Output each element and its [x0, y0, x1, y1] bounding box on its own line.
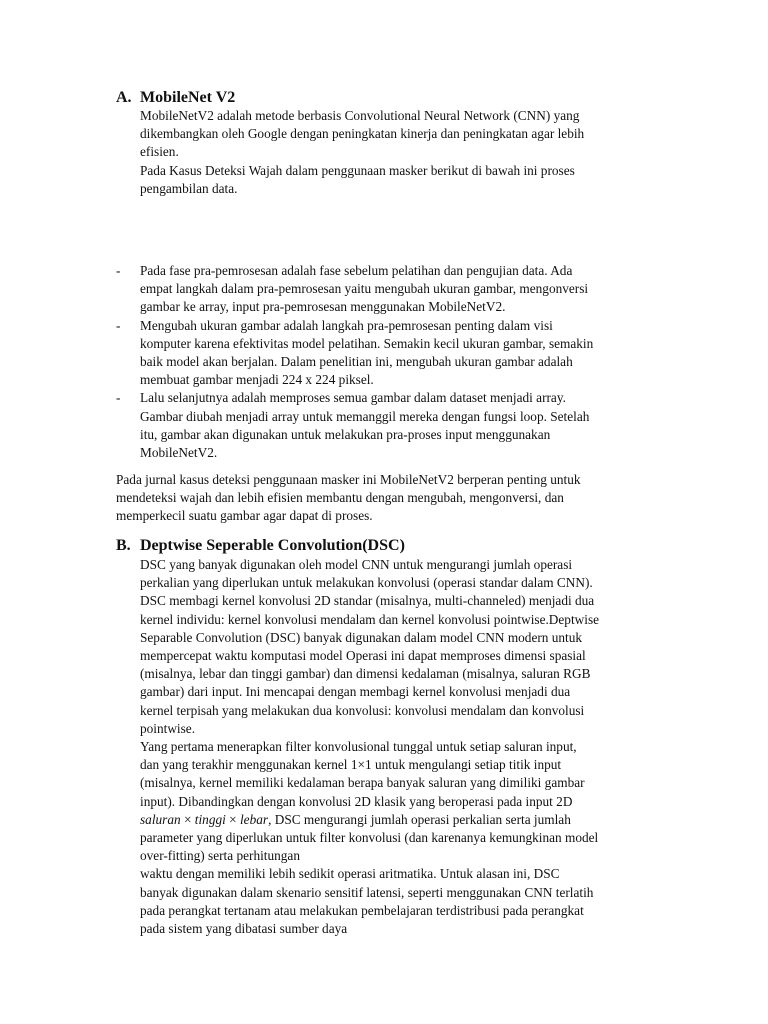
- list-item: [116, 317, 676, 390]
- text-line: kernel terpisah yang melakukan dua konvolusi: konvolusi mendalam dan konvolusi: [140, 702, 585, 718]
- section-b-title: Deptwise Seperable Convolution(DSC): [140, 537, 405, 554]
- text-line: empat langkah dalam pra-pemrosesan yaitu mengubah ukuran gambar, mengonversi: [140, 281, 589, 297]
- formula-line: [140, 811, 680, 829]
- formula-saluran: saluran: [140, 811, 181, 827]
- formula-times: ×: [180, 811, 195, 827]
- section-a-letter: A.: [116, 89, 132, 106]
- formula-times: ×: [225, 811, 240, 827]
- text-line: Yang pertama menerapkan filter konvolusional tunggal untuk setiap saluran input,: [140, 739, 577, 754]
- text-line: Lalu selanjutnya adalah memproses semua gambar dalam dataset menjadi array.: [140, 390, 566, 406]
- section-a-bullet-list: [116, 262, 676, 462]
- text-line: memperkecil suatu gambar agar dapat di proses.: [116, 508, 373, 524]
- text-line: Pada jurnal kasus deteksi penggunaan masker ini MobileNetV2 berperan penting untuk: [116, 472, 581, 487]
- section-a-title: MobileNet V2: [140, 89, 236, 106]
- text-line: DSC yang banyak digunakan oleh model CNN untuk mengurangi jumlah operasi: [140, 557, 573, 572]
- text-line: pengambilan data.: [140, 180, 238, 196]
- text-line: dan yang terakhir menggunakan kernel 1×1 untuk mengulangi setiap titik input: [140, 757, 562, 773]
- text-line: waktu dengan memiliki lebih sedikit operasi aritmatika. Untuk alasan ini, DSC: [140, 866, 560, 882]
- text-line: pada sistem yang dibatasi sumber daya: [140, 921, 348, 937]
- bullet-marker: -: [116, 390, 121, 406]
- text-line: input). Dibandingkan dengan konvolusi 2D klasik yang beroperasi pada input 2D: [140, 793, 573, 809]
- text-line: dikembangkan oleh Google dengan peningkatan kinerja dan peningkatan agar lebih: [140, 126, 585, 142]
- formula-lebar: lebar: [239, 811, 269, 827]
- section-a-closing-paragraph: [116, 471, 676, 526]
- section-b-paragraph-1: [140, 556, 680, 738]
- bullet-marker: -: [116, 317, 121, 333]
- text-line: MobileNetV2.: [140, 445, 218, 461]
- text-line: perkalian yang diperlukan untuk melakukan konvolusi (operasi standar dalam CNN).: [140, 575, 593, 591]
- text-line: mempercepat waktu komputasi model Operasi ini dapat memproses dimensi spasial: [140, 648, 586, 664]
- section-a-intro: [140, 107, 680, 198]
- text-line: banyak digunakan dalam skenario sensitif latensi, seperti menggunakan CNN terlatih: [140, 884, 594, 900]
- text-line: DSC membagi kernel konvolusi 2D standar (misalnya, multi-channeled) menjadi dua: [140, 593, 595, 609]
- text-line: komputer karena efektivitas model pelatihan. Semakin kecil ukuran gambar, semakin: [140, 335, 594, 351]
- list-item: [116, 262, 676, 317]
- text-line: over-fitting) serta perhitungan: [140, 848, 300, 864]
- section-a-heading: [116, 88, 235, 108]
- text-line: gambar ke array, input pra-pemrosesan menggunakan MobileNetV2.: [140, 299, 506, 315]
- section-b-heading: [116, 536, 405, 556]
- text-line: membuat gambar menjadi 224 x 224 piksel.: [140, 372, 374, 388]
- formula-tinggi: tinggi: [194, 811, 226, 827]
- text-line: efisien.: [140, 144, 179, 160]
- text-line: (misalnya, kernel memiliki kedalaman berapa banyak saluran yang dimiliki gambar: [140, 775, 585, 791]
- text-line: gambar) dari input. Ini mencapai dengan membagi kernel konvolusi menjadi dua: [140, 684, 571, 700]
- text-line: Separable Convolution (DSC) banyak digunakan dalam model CNN modern untuk: [140, 629, 583, 645]
- section-b-paragraph-2: [140, 738, 680, 938]
- text-line: itu, gambar akan digunakan untuk melakukan pra-proses input menggunakan: [140, 426, 551, 442]
- text-line: parameter yang diperlukan untuk filter konvolusi (dan karenanya kemungkinan model: [140, 830, 599, 846]
- text-line: pada perangkat tertanam atau melakukan pembelajaran terdistribusi pada perangkat: [140, 902, 584, 918]
- list-item: [116, 389, 676, 462]
- text-line: MobileNetV2 adalah metode berbasis Convolutional Neural Network (CNN) yang: [140, 108, 580, 123]
- text-line: (misalnya, lebar dan tinggi gambar) dan dimensi kedalaman (misalnya, saluran RGB: [140, 666, 591, 682]
- bullet-marker: -: [116, 263, 121, 278]
- text-line: mendeteksi wajah dan lebih efisien membantu dengan mengubah, mengonversi, dan: [116, 490, 564, 506]
- text-line: Pada fase pra-pemrosesan adalah fase sebelum pelatihan dan pengujian data. Ada: [140, 263, 573, 278]
- text-line: pointwise.: [140, 720, 196, 736]
- formula-rest: , DSC mengurangi jumlah operasi perkalian serta jumlah: [268, 811, 571, 827]
- text-line: Gambar diubah menjadi array untuk memanggil mereka dengan fungsi loop. Setelah: [140, 408, 590, 424]
- text-line: Pada Kasus Deteksi Wajah dalam penggunaan masker berikut di bawah ini proses: [140, 162, 575, 178]
- text-line: baik model akan berjalan. Dalam penelitian ini, mengubah ukuran gambar adalah: [140, 354, 573, 370]
- text-line: kernel individu: kernel konvolusi mendalam dan kernel konvolusi pointwise.Deptwise: [140, 611, 600, 627]
- text-line: Mengubah ukuran gambar adalah langkah pra-pemrosesan penting dalam visi: [140, 317, 553, 333]
- section-b-letter: B.: [116, 537, 131, 554]
